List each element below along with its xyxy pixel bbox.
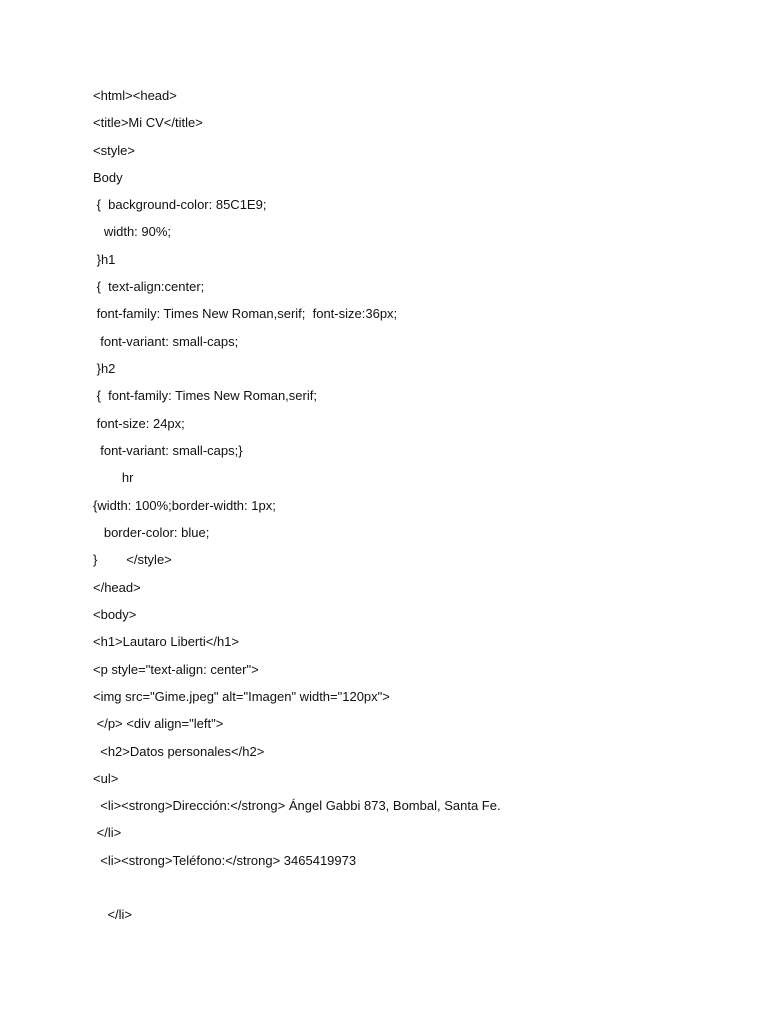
text-line: font-family: Times New Roman,serif; font-size:36px; [93,306,398,321]
text-line: font-variant: small-caps;} [93,443,243,458]
text-line: { font-family: Times New Roman,serif; [93,388,317,403]
text-line: </li> [93,907,133,922]
text-line: <ul> [93,771,119,786]
text-line: {width: 100%;border-width: 1px; [93,498,276,513]
text-line: width: 90%; [93,224,172,239]
text-line: <h2>Datos personales</h2> [93,744,265,759]
text-line: font-variant: small-caps; [93,334,239,349]
text-line: <img src="Gime.jpeg" alt="Imagen" width="120px"> [93,689,390,704]
text-line: { background-color: 85C1E9; [93,197,267,212]
text-line: Body [93,170,123,185]
text-line: </head> [93,580,141,595]
text-line: <body> [93,607,137,622]
text-line: </li> [93,825,122,840]
text-line: <style> [93,143,135,158]
text-line: hr [93,470,134,485]
text-line: <h1>Lautaro Liberti</h1> [93,634,240,649]
text-line: }h2 [93,361,116,376]
text-line: }h1 [93,252,116,267]
text-line: } </style> [93,552,172,567]
text-line: <html><head> [93,88,177,103]
text-line: </p> <div align="left"> [93,716,224,731]
text-line: { text-align:center; [93,279,205,294]
text-line: <li><strong>Teléfono:</strong> 3465419973 [93,853,357,868]
text-line: <title>Mi CV</title> [93,115,203,130]
text-line: border-color: blue; [93,525,210,540]
text-line: <p style="text-align: center"> [93,662,259,677]
text-line: <li><strong>Dirección:</strong> Ángel Gabbi 873, Bombal, Santa Fe. [93,798,501,813]
text-line: font-size: 24px; [93,416,185,431]
